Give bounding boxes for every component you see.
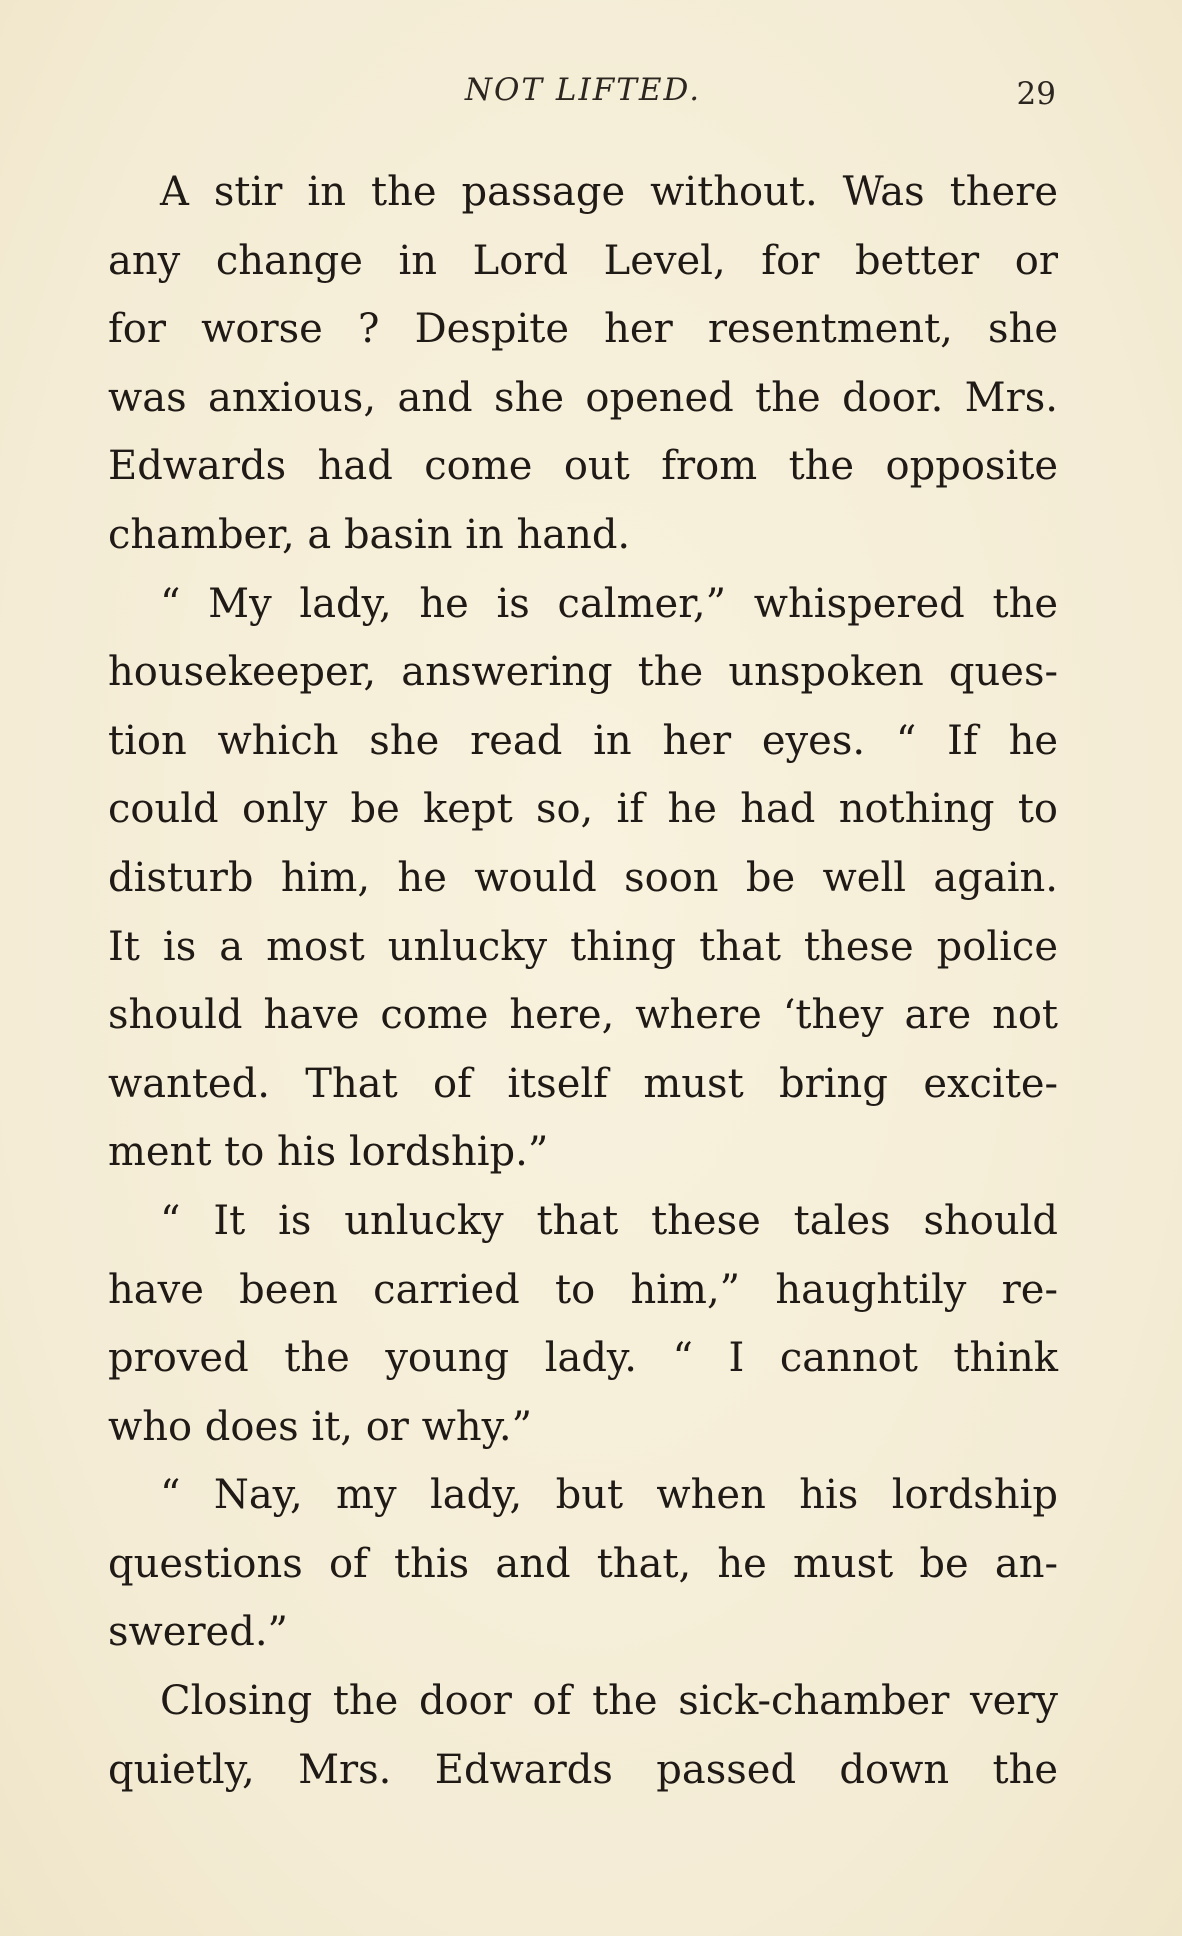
text-line: Edwards had come out from the opposite — [108, 443, 1058, 490]
text-line: “ It is unlucky that these tales should — [160, 1197, 1058, 1244]
text-line: for worse ? Despite her resentment, she — [108, 306, 1058, 353]
page-number: 29 — [1016, 76, 1056, 112]
body-text — [108, 158, 1058, 1804]
text-line: was anxious, and she opened the door. Mrs. — [108, 374, 1058, 421]
running-head — [108, 72, 1058, 122]
text-line: proved the young lady. “ I cannot think — [108, 1335, 1058, 1382]
text-line: Closing the door of the sick-chamber very — [160, 1678, 1058, 1725]
text-line: disturb him, he would soon be well again. — [108, 854, 1058, 901]
text-line: should have come here, where ‘they are not — [108, 992, 1058, 1039]
text-line: “ Nay, my lady, but when his lordship — [160, 1472, 1058, 1519]
text-line: “ My lady, he is calmer,” whispered the — [160, 580, 1058, 627]
text-line: quietly, Mrs. Edwards passed down the — [108, 1746, 1058, 1793]
text-line: who does it, or why.” — [108, 1403, 533, 1450]
text-line: could only be kept so, if he had nothing to — [108, 786, 1058, 833]
text-line: It is a most unlucky thing that these police — [108, 923, 1058, 970]
text-line: chamber, a basin in hand. — [108, 511, 631, 558]
text-line: A stir in the passage without. Was there — [160, 169, 1058, 215]
text-line: have been carried to him,” haughtily re- — [108, 1266, 1058, 1313]
text-line: tion which she read in her eyes. “ If he — [108, 717, 1058, 764]
text-line: swered.” — [108, 1609, 288, 1656]
text-line: housekeeper, answering the unspoken ques- — [108, 649, 1058, 696]
text-line: wanted. That of itself must bring excite- — [108, 1060, 1058, 1107]
running-title: NOT LIFTED. — [464, 72, 702, 108]
text-line: ment to his lordship.” — [108, 1129, 549, 1176]
text-line: any change in Lord Level, for better or — [108, 237, 1058, 284]
text-line: questions of this and that, he must be an- — [108, 1540, 1058, 1587]
